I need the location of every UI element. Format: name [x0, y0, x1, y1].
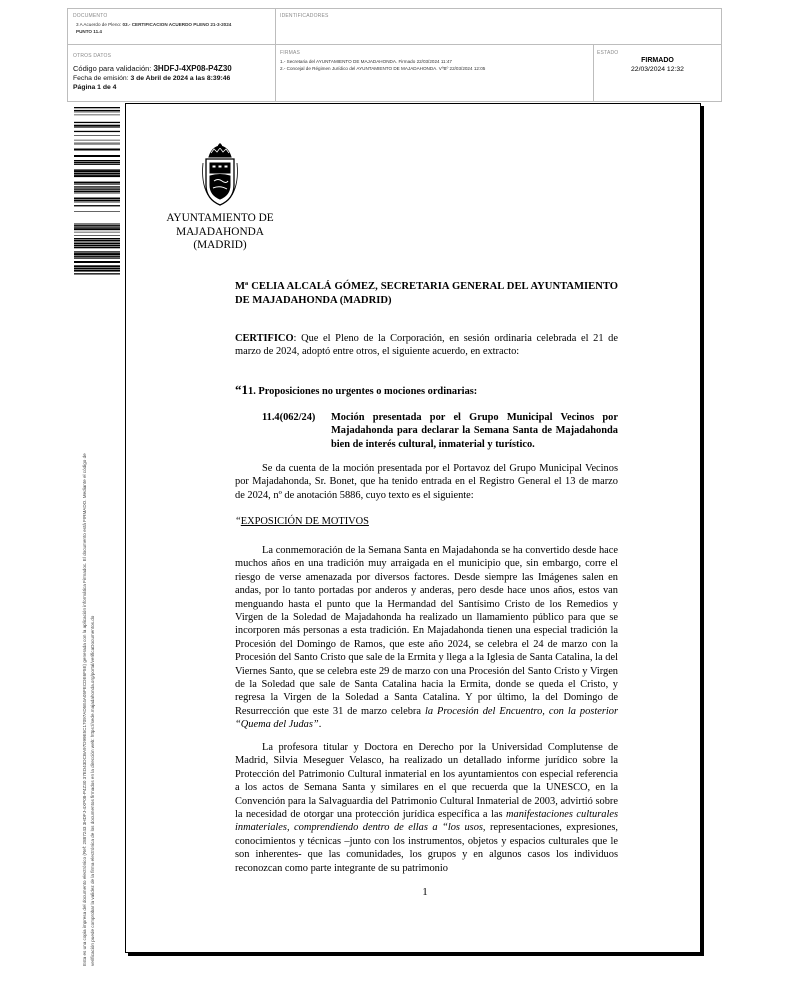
firma-2: 2.- Concejal de Régimen Jurídico del AYUNTAMIENTO DE MAJADAHONDA. VºBº 22/03/2024 12:05 — [280, 66, 486, 71]
documento-line1-text: 3 A Acuerdo de Pleno: — [76, 22, 122, 27]
otros-datos-cell — [68, 45, 276, 101]
codigo-validacion — [73, 64, 232, 73]
estado-value: FIRMADO — [641, 57, 674, 64]
letterhead-line-2: MAJADAHONDA — [176, 225, 264, 238]
paragraph-3 — [235, 741, 618, 875]
pagina-indicator: Página 1 de 4 — [73, 84, 117, 91]
verification-sidebar — [81, 453, 95, 967]
page-number: 1 — [422, 886, 428, 898]
documento-cell — [68, 9, 276, 45]
exposicion-heading — [235, 515, 618, 528]
exposicion-title: EXPOSICIÓN DE MOTIVOS — [240, 516, 369, 527]
certifico-text: : Que el Pleno de la Corporación, en sesión ordinaria celebrada el 21 de marzo de 2024, adoptó entre otros, el siguiente acuerdo, en extracto: — [235, 333, 618, 358]
letterhead-line-1: AYUNTAMIENTO DE — [166, 212, 274, 224]
fecha-label: Fecha de emisión: — [73, 75, 129, 82]
sidebar-text — [81, 453, 96, 966]
certifico-paragraph — [235, 332, 618, 359]
section-heading — [235, 383, 618, 398]
letterhead — [150, 212, 290, 253]
coat-of-arms-icon — [200, 143, 240, 209]
documento-line1 — [76, 21, 231, 28]
otros-datos-label: OTROS DATOS — [73, 53, 112, 59]
codigo-label: Código para validación: — [73, 64, 152, 73]
documento-label: DOCUMENTO — [73, 13, 108, 19]
paragraph-3-end: representaciones, expresiones, conocimientos y técnicas –junto con los instrumentos, objetos y espacios culturales que le son inherentes- que las comunidades, los grupos y en algunos casos los individuos reconozcan como parte integrante de su patrimonio — [235, 822, 618, 874]
document-heading: Mª CELIA ALCALÁ GÓMEZ, SECRETARIA GENERAL DEL AYUNTAMIENTO DE MAJADAHONDA (MADRID) — [235, 281, 618, 306]
item-number: 11.4(062/24) — [262, 412, 316, 423]
section-open: “1 — [235, 382, 248, 397]
fecha-value: 3 de Abril de 2024 a las 8:39:46 — [130, 75, 231, 82]
identificadores-cell — [276, 9, 721, 45]
estado-cell — [594, 45, 721, 101]
exposicion-quote: “ — [235, 516, 241, 527]
firma-1: 1.- Secretaria del AYUNTAMIENTO DE MAJADAHONDA. Firmado 22/03/2024 11:47 — [280, 59, 452, 64]
letterhead-line-3: (MADRID) — [193, 239, 247, 251]
paragraph-3-text: La profesora titular y Doctora en Derecho por la Universidad Complutense de Madrid, Silvia Meseguer Velasco, ha realizado un detallado informe jurídico sobre la Protección del Patrimonio Cultural inmaterial en los ayuntamientos con especial referencia a los actos de Semana Santa y similares en el que recuerda que la UNESCO, en la Convención para la Salvaguardia del Patrimonio Cultural Inmaterial de 2003, advirtió sobre la necesidad de otorgar una protección jurídica específica a las — [235, 742, 618, 821]
section-title: 1. Proposiciones no urgentes o mociones ordinarias: — [248, 386, 478, 397]
firmas-label: FIRMAS — [280, 50, 301, 56]
estado-label: ESTADO — [597, 50, 619, 56]
documento-line1-bold: 03.- CERTIFICACION ACUERDO PLENO 21-3-2024 — [122, 22, 232, 27]
item-title: Moción presentada por el Grupo Municipal Vecinos por Majadahonda para declarar la Semana Santa de Majadahonda bien de interés cultural, inmaterial y turístico. — [331, 412, 618, 450]
paragraph-3-italic: manifestaciones culturales inmateriales, comprendiendo dentro de ellas a “los usos, — [235, 809, 618, 834]
fecha-emision — [73, 74, 230, 83]
paragraph-2 — [235, 544, 618, 732]
document-header — [67, 8, 722, 102]
sidebar-line-2: verificación puede comprobar la validez de la firma electrónica de los documentos firmados en la dirección web: https://sede.majadahonda.org/portal/verificaDocumentos.do — [89, 615, 95, 966]
barcode-image — [74, 107, 120, 279]
paragraph-2-text: La conmemoración de la Semana Santa en Majadahonda se ha convertido desde hace muchos años en una tradición muy arraigada en el municipio que, sin embargo, corre el riesgo de verse amenazada por diversos factores. Desde siempre las Imágenes salen en andas, por lo tanto portadas por anderos y anderas, pero desde hace unos años, estos van menguando hasta el punto que la Hermandad del Santísimo Cristo de los Remedios y Virgen de la Soledad de Majadahonda ha realizado un llamamiento público para que se incorporen más personas a esta tradición. En Majadahonda tienen una especial tradición la Procesión del Domingo de Ramos, que este año 2024, se celebra el 24 de marzo con la Procesión del Santo Cristo que sale de la Ermita y llega a la Iglesia de Santa Catalina, la del Viernes Santo, que se celebra este 29 de marzo con una Procesión del Santo Cristo y Virgen de la Soledad que sale de Santa Catalina hacia la Ermita, donde se queda el Cristo, y regresa la Virgen de la Soledad a Santa Catalina. Y por último, la del Domingo de Resurrección que este 31 de marzo celebra — [235, 545, 618, 717]
codigo-value: 3HDFJ-4XP08-P4Z30 — [153, 64, 232, 73]
paragraph-2-end: . — [318, 719, 322, 731]
estado-fecha: 22/03/2024 12:32 — [631, 66, 684, 73]
documento-line2: PUNTO 11.4 — [76, 29, 102, 34]
firmas-cell — [276, 45, 594, 101]
sidebar-line-1: Esta es una copia impresa del documento electrónico (Ref: 2887243 3HDFJ-4XP08-P4Z30 37ED43DCBA97D99E5C17097AD5E4A05FECDE6F5E) generada con la aplicación informática Firmadoc. El documento está FIRMADO. Mediante el código de — [82, 453, 87, 966]
certifico-label: CERTIFICO — [235, 333, 294, 344]
identificadores-label: IDENTIFICADORES — [280, 13, 329, 19]
paragraph-2-italic: la Procesión del Encuentro, con la posterior “Quema del Judas” — [235, 705, 618, 731]
paragraph-1: Se da cuenta de la moción presentada por el Portavoz del Grupo Municipal Vecinos por Majadahonda, Sr. Bonet, que ha tenido entrada en el Registro General el 13 de marzo de 2024, nº de anotación 5886, cuyo texto es el siguiente: — [235, 463, 618, 501]
